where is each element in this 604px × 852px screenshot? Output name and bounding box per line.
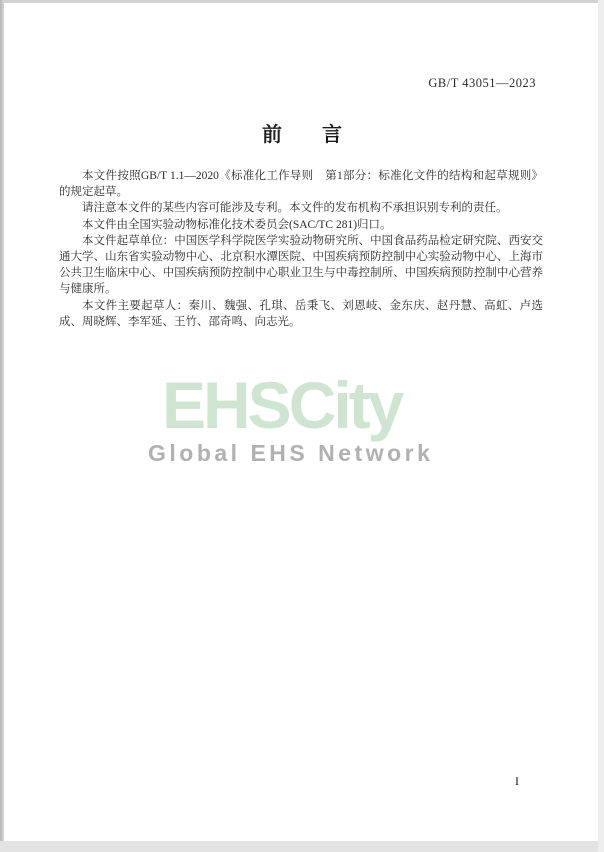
foreword-body xyxy=(59,168,543,330)
foreword-paragraph-drafting-organizations: 本文件起草单位：中国医学科学院医学实验动物研究所、中国食品药品检定研究院、西安交通大学、山东省实验动物中心、北京积水潭医院、中国疾病预防控制中心实验动物中心、上海市公共卫生临床中心、中国疾病预防控制中心职业卫生与中毒控制所、中国疾病预防控制中心营养与健康所。 xyxy=(59,234,543,296)
scan-edge-bottom xyxy=(0,841,604,852)
standard-number: GB/T 43051—2023 xyxy=(428,76,536,90)
watermark-tagline: Global EHS Network xyxy=(148,440,434,466)
foreword-paragraph-patent-notice: 请注意本文件的某些内容可能涉及专利。本文件的发布机构不承担识别专利的责任。 xyxy=(82,202,508,215)
page-number: I xyxy=(515,774,519,788)
foreword-title: 前 言 xyxy=(262,124,342,146)
scan-edge-top xyxy=(0,0,604,3)
foreword-paragraph-drafters: 本文件主要起草人：秦川、魏强、孔琪、岳秉飞、刘恩岐、金东庆、赵丹慧、高虹、卢选成、周晓辉、李军延、王竹、邵奇鸣、向志光。 xyxy=(59,299,543,328)
foreword-paragraph-drafting-rule: 本文件按照GB/T 1.1—2020《标准化工作导则 第1部分：标准化文件的结构和起草规则》的规定起草。 xyxy=(59,170,543,199)
foreword-paragraph-committee: 本文件由全国实验动物标准化技术委员会(SAC/TC 281)归口。 xyxy=(82,218,392,231)
watermark xyxy=(148,368,478,467)
watermark-logo: EHSCity xyxy=(162,368,402,442)
